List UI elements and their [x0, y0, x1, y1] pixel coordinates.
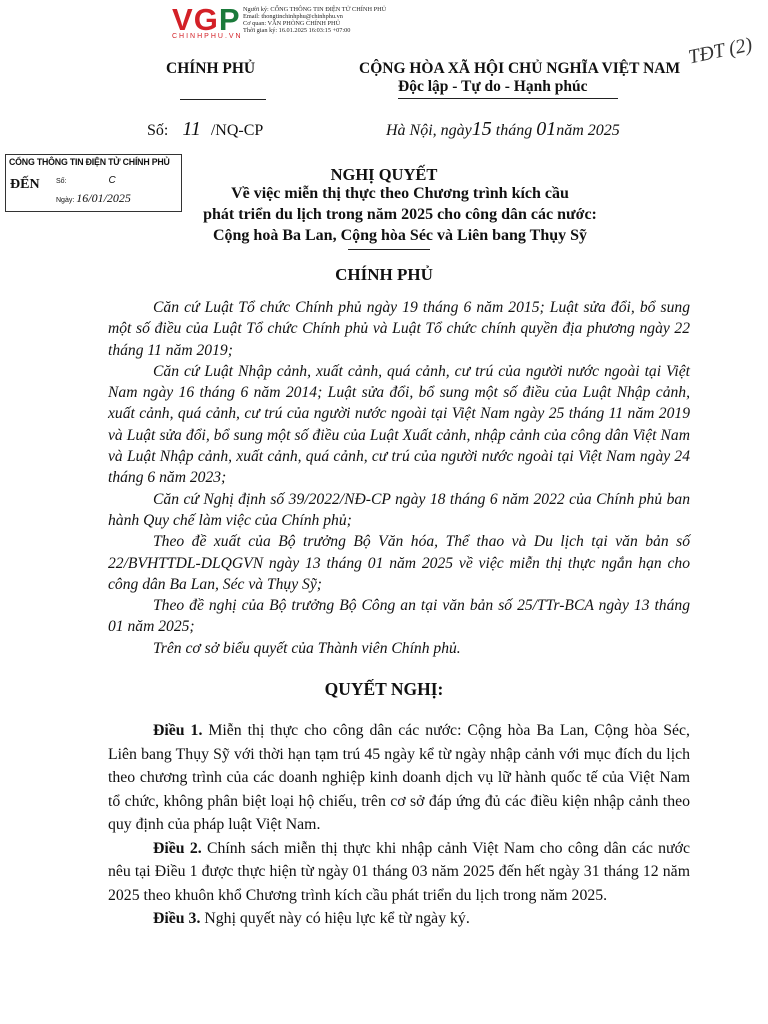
signature-signer: Người ký: CỔNG THÔNG TIN ĐIỆN TỬ CHÍNH PHỦ — [243, 6, 387, 13]
country-name: CỘNG HÒA XÃ HỘI CHỦ NGHĨA VIỆT NAM — [359, 60, 681, 77]
article-1 — [108, 719, 690, 837]
document-type: NGHỊ QUYẾT — [330, 165, 438, 184]
preamble-paragraph: Trên cơ sở biểu quyết của Thành viên Chính phủ. — [153, 639, 461, 657]
date-month: 01 — [536, 118, 557, 140]
article-text: Nghị quyết này có hiệu lực kể từ ngày ký. — [204, 910, 470, 927]
article-label: Điều 3. — [153, 910, 201, 927]
subject-line-2: phát triển du lịch trong năm 2025 cho công dân các nước: — [203, 206, 597, 223]
signature-agency: Cơ quan: VĂN PHÒNG CHÍNH PHỦ — [243, 20, 341, 27]
article-text: Chính sách miễn thị thực khi nhập cảnh Việt Nam cho công dân các nước nêu tại Điều 1 được thực hiện từ ngày 01 tháng 03 năm 2025 đến hết ngày 31 tháng 12 năm 2025 theo khuôn khổ Chương trình kích cầu phát triển du lịch trong năm 2025. — [108, 839, 690, 904]
logo-letter-p: P — [218, 2, 241, 37]
agency-underline — [180, 99, 266, 100]
stamp-date-value: 16/01/2025 — [76, 191, 131, 205]
date-suffix: năm 2025 — [556, 122, 620, 139]
article-2 — [108, 837, 690, 908]
article-label: Điều 2. — [153, 839, 202, 857]
articles — [108, 719, 690, 931]
date-prefix: Hà Nội, ngày — [386, 122, 472, 139]
document-number — [147, 118, 263, 141]
vgp-logo — [172, 4, 241, 36]
stamp-number-label: Số: — [56, 178, 67, 185]
digital-signature — [243, 6, 386, 34]
subject-line-3: Cộng hoà Ba Lan, Cộng hòa Séc và Liên bang Thụy Sỹ — [212, 227, 588, 244]
date-day: 15 — [471, 118, 492, 140]
stamp-date-label: Ngày: — [56, 197, 75, 204]
date-mid: tháng — [495, 122, 533, 139]
preamble-paragraph: Theo đề nghị của Bộ trưởng Bộ Công an tại văn bản số 25/TTr-BCA ngày 13 tháng 01 năm 2025; — [108, 597, 690, 636]
stamp-number-value: C — [108, 175, 116, 186]
preamble-paragraph: Theo đề xuất của Bộ trưởng Bộ Văn hóa, Thể thao và Du lịch tại văn bản số 22/BVHTTDL-DLQGVN ngày 13 tháng 01 năm 2025 về việc miễn thị thực ngắn hạn cho công dân Ba Lan, Séc và Thụy Sỹ; — [108, 533, 690, 593]
article-text: Miễn thị thực cho công dân các nước: Cộng hòa Ba Lan, Cộng hòa Séc, Liên bang Thụy Sỹ với thời hạn tạm trú 45 ngày kể từ ngày nhập cảnh với mục đích du lịch theo chương trình của các doanh nghiệp kinh doanh dịch vụ lữ hành quốc tế của Việt Nam tổ chức, không phân biệt loại hộ chiếu, trên cơ sở đáp ứng đủ các điều kiện nhập cảnh theo quy định của pháp luật Việt Nam. — [108, 722, 690, 833]
title-underline — [348, 249, 430, 250]
logo-letter-g: G — [193, 2, 219, 37]
number-prefix: Số: — [147, 122, 169, 139]
document-date — [386, 118, 620, 141]
motto-underline — [398, 98, 618, 99]
stamp-den: ĐẾN — [10, 177, 40, 192]
document-subject — [160, 183, 640, 246]
article-label: Điều 1. — [153, 722, 203, 739]
signature-time: Thời gian ký: 16.01.2025 16:03:15 +07:00 — [243, 27, 351, 34]
number-suffix: /NQ-CP — [210, 122, 264, 139]
issuer-heading: CHÍNH PHỦ — [335, 265, 433, 284]
preamble-paragraph: Căn cứ Luật Tổ chức Chính phủ ngày 19 tháng 6 năm 2015; Luật sửa đổi, bổ sung một số điều của Luật Tổ chức Chính phủ và Luật Tổ chức chính quyền địa phương ngày 22 tháng 11 năm 2019; — [108, 299, 690, 359]
stamp-date — [56, 191, 131, 206]
handwritten-note: TĐT (2) — [686, 33, 755, 69]
decision-heading: QUYẾT NGHỊ: — [324, 679, 444, 699]
signature-email: Email: thongtinchinhphu@chinhphu.vn — [243, 13, 343, 20]
stamp-title: CỔNG THÔNG TIN ĐIỆN TỬ CHÍNH PHỦ — [9, 157, 170, 167]
number-handwritten: 11 — [182, 118, 201, 140]
subject-line-1: Về việc miễn thị thực theo Chương trình kích cầu — [231, 185, 569, 202]
preamble-paragraph: Căn cứ Luật Nhập cảnh, xuất cảnh, quá cảnh, cư trú của người nước ngoài tại Việt Nam ngày 16 tháng 6 năm 2014; Luật sửa đổi, bổ sung một số điều của Luật Nhập cảnh, xuất cảnh, quá cảnh, cư trú của người nước ngoài tại Việt Nam ngày 25 tháng 11 năm 2019 và Luật sửa đổi, bổ sung một số điều của Luật Xuất cảnh, nhập cảnh của công dân Việt Nam và Luật Nhập cảnh, xuất cảnh, quá cảnh, cư trú của người nước ngoài tại Việt Nam ngày 24 tháng 6 năm 2023; — [108, 362, 690, 487]
logo-subtitle: CHINHPHU.VN — [172, 33, 243, 40]
logo-letter-v: V — [172, 2, 194, 37]
national-motto: Độc lập - Tự do - Hạnh phúc — [398, 78, 588, 95]
article-3 — [108, 907, 690, 931]
issuing-agency: CHÍNH PHỦ — [166, 60, 256, 77]
preamble-paragraph: Căn cứ Nghị định số 39/2022/NĐ-CP ngày 18 tháng 6 năm 2022 của Chính phủ ban hành Quy chế làm việc của Chính phủ; — [108, 490, 690, 529]
preamble — [108, 297, 690, 659]
